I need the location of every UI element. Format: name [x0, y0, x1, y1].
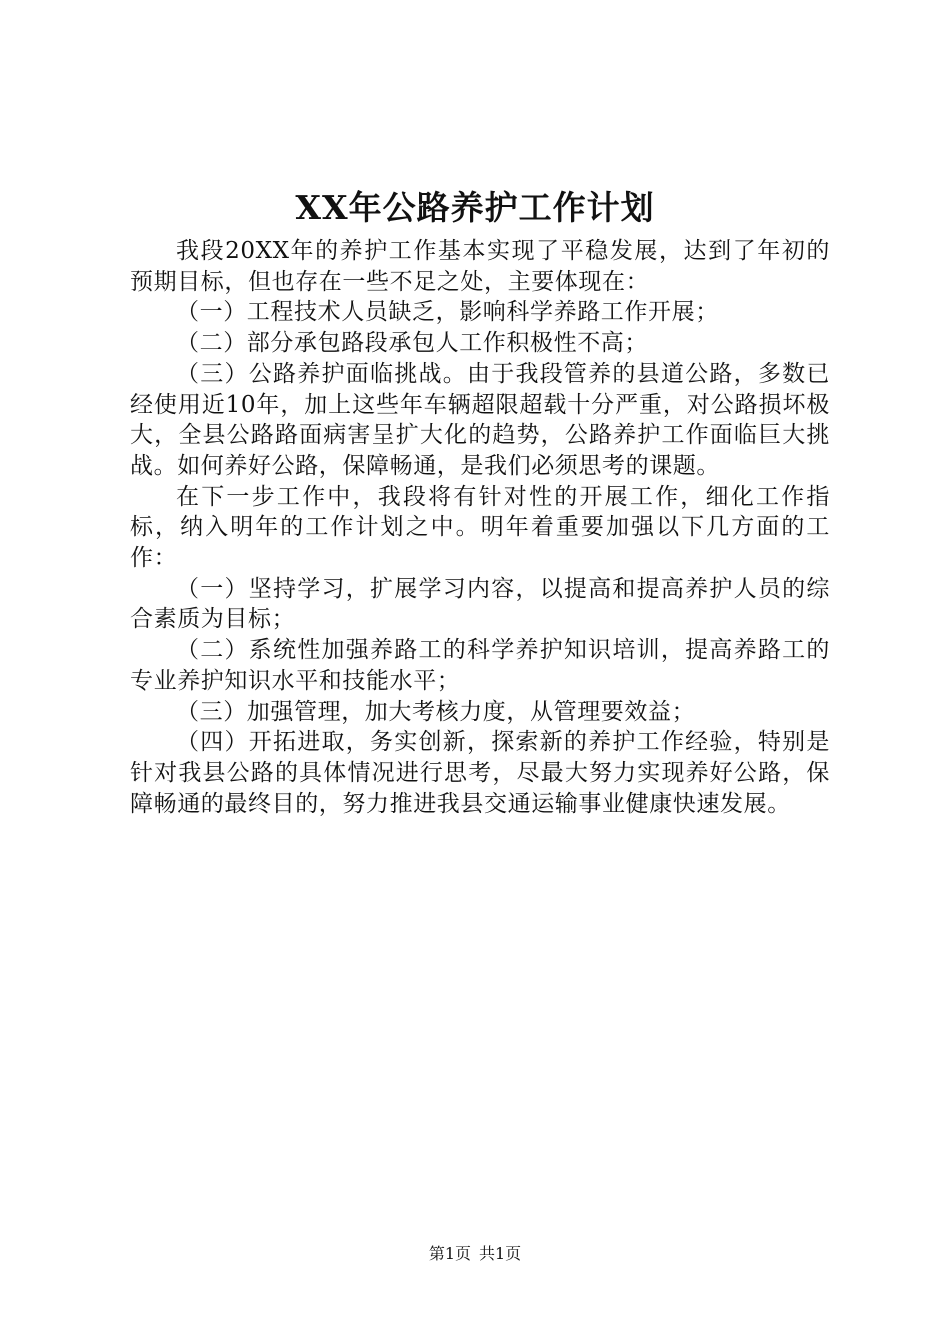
paragraph-plan-3: （三）加强管理，加大考核力度，从管理要效益； — [176, 698, 696, 725]
document-title: XX年公路养护工作计划 — [295, 188, 655, 227]
paragraph-issue-2: （二）部分承包路段承包人工作积极性不高； — [176, 330, 648, 357]
page-footer — [0, 1243, 950, 1265]
paragraph-issue-1: （一）工程技术人员缺乏，影响科学养路工作开展； — [176, 299, 719, 326]
paragraph-intro: 我段20XX年的养护工作基本实现了平稳发展，达到了年初的预期目标，但也存在一些不足之处，主要体现在： — [130, 238, 830, 295]
document-body — [130, 236, 830, 819]
paragraph-issue-3: （三）公路养护面临挑战。由于我段管养的县道公路，多数已经使用近10年，加上这些年车辆超限超载十分严重，对公路损坏极大，全县公路路面病害呈扩大化的趋势，公路养护工作面临巨大挑战。如何养好公路，保障畅通，是我们必须思考的课题。 — [130, 360, 830, 479]
page-number: 第1页 — [428, 1244, 471, 1263]
page-total: 共1页 — [479, 1244, 522, 1263]
paragraph-next-steps: 在下一步工作中，我段将有针对性的开展工作，细化工作指标，纳入明年的工作计划之中。明年着重要加强以下几方面的工作： — [130, 483, 830, 572]
paragraph-plan-2: （二）系统性加强养路工的科学养护知识培训，提高养路工的专业养护知识水平和技能水平； — [130, 637, 830, 694]
paragraph-plan-1: （一）坚持学习，扩展学习内容，以提高和提高养护人员的综合素质为目标； — [130, 575, 830, 633]
paragraph-plan-4: （四）开拓进取，务实创新，探索新的养护工作经验，特别是针对我县公路的具体情况进行思考，尽最大努力实现养好公路，保障畅通的最终目的，努力推进我县交通运输事业健康快速发展。 — [130, 729, 830, 817]
